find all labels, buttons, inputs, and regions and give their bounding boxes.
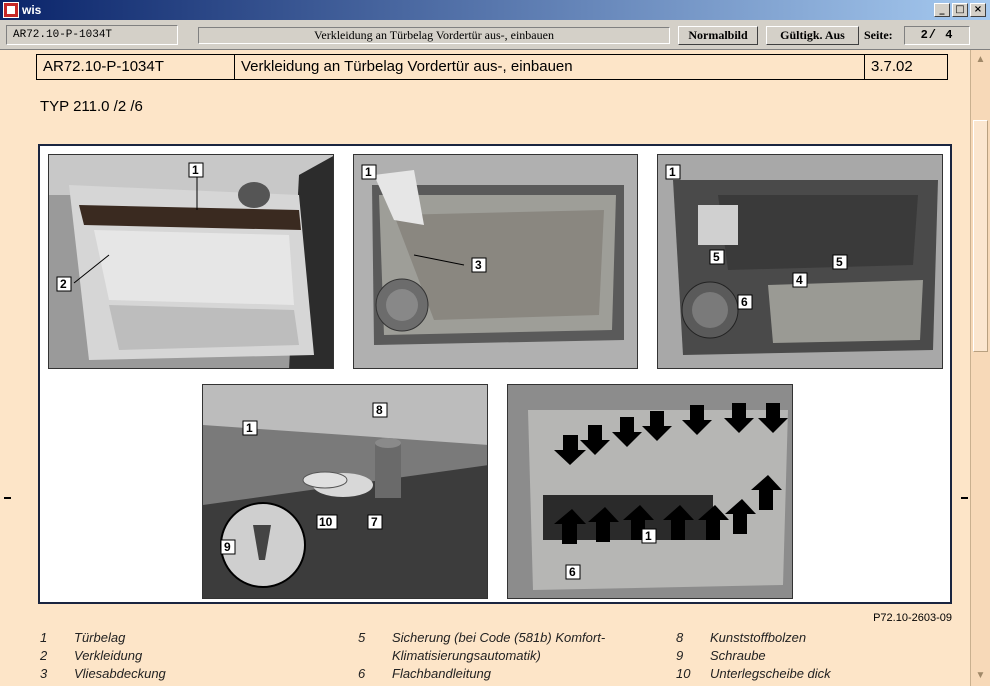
callout-label: 7 [371, 515, 378, 529]
photo-door-fleece [353, 154, 638, 369]
callout-label: 8 [376, 403, 383, 417]
callout-label: 6 [741, 295, 748, 309]
legend-item: 9 Schraube [676, 648, 766, 663]
callout-label: 5 [713, 250, 720, 264]
vehicle-type: TYP 211.0 /2 /6 [40, 98, 143, 115]
callout-label: 2 [60, 277, 67, 291]
page-label: Seite: [864, 28, 893, 42]
margin-marker [4, 497, 11, 499]
scroll-down-icon[interactable]: ▼ [975, 670, 986, 681]
callout-label: 1 [365, 165, 372, 179]
scroll-thumb[interactable] [973, 120, 988, 352]
header-doc-id: AR72.10-P-1034T [37, 55, 235, 79]
callout-label: 1 [669, 165, 676, 179]
callout-label: 1 [645, 529, 652, 543]
callout-label: 6 [569, 565, 576, 579]
legend-item: 10 Unterlegscheibe dick [676, 666, 831, 681]
maximize-button[interactable]: □ [952, 3, 968, 17]
legend-item: 2 Verkleidung [40, 648, 143, 663]
window-titlebar[interactable] [0, 0, 990, 20]
minimize-button[interactable]: _ [934, 3, 950, 17]
document-content[interactable] [0, 50, 970, 686]
doc-header-table [36, 54, 948, 80]
window-title: wis [22, 3, 42, 17]
gueltigkeit-button[interactable]: Gültigk. Aus [766, 26, 859, 45]
callout-label: 1 [192, 163, 199, 177]
legend-item: 5 Sicherung (bei Code (581b) Komfort- [358, 630, 606, 645]
callout-label: 5 [836, 255, 843, 269]
scroll-up-icon[interactable]: ▲ [975, 54, 986, 65]
photo-door-trim [48, 154, 334, 369]
figure-frame [38, 144, 952, 604]
callout-label: 10 [319, 515, 333, 529]
legend-item: Klimatisierungsautomatik) [392, 648, 541, 663]
legend-item: 6 Flachbandleitung [358, 666, 492, 681]
window-controls [934, 3, 986, 17]
photo-bolt-closeup [202, 384, 488, 599]
callout-label: 4 [796, 273, 803, 287]
margin-marker [961, 497, 968, 499]
legend-item: 3 Vliesabdeckung [40, 666, 166, 681]
doc-id-field: AR72.10-P-1034T [6, 25, 178, 45]
page-indicator[interactable]: 2/ 4 [904, 26, 970, 45]
figure-reference: P72.10-2603-09 [873, 612, 952, 624]
legend-item: 8 Kunststoffbolzen [676, 630, 807, 645]
doc-title-field: Verkleidung an Türbelag Vordertür aus-, einbauen [198, 27, 670, 44]
callout-label: 3 [475, 258, 482, 272]
callout-label: 1 [246, 421, 253, 435]
legend-col2 [358, 630, 605, 684]
document-toolbar [0, 20, 990, 50]
photo-door-inner [657, 154, 943, 369]
legend-col3 [676, 630, 831, 684]
normalbild-button[interactable]: Normalbild [678, 26, 758, 45]
app-icon [3, 2, 19, 18]
vertical-scrollbar[interactable] [970, 50, 990, 686]
legend-item: 1 Türbelag [40, 630, 126, 645]
photo-trim-arrows [507, 384, 793, 599]
close-button[interactable]: × [970, 3, 986, 17]
header-version: 3.7.02 [871, 58, 913, 75]
callout-label: 9 [224, 540, 231, 554]
legend-col1 [40, 630, 166, 684]
header-doc-title: Verkleidung an Türbelag Vordertür aus-, einbauen [235, 55, 865, 79]
